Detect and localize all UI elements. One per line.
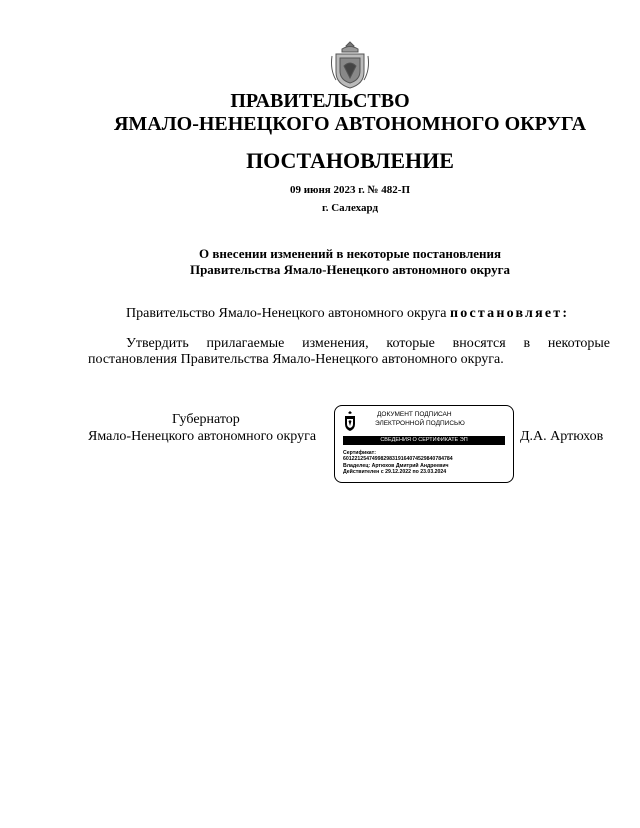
government-title-line1: ПРАВИТЕЛЬСТВО — [230, 90, 410, 112]
stamp-heading-line1: ДОКУМЕНТ ПОДПИСАН — [377, 411, 452, 418]
body-paragraph-2: Утвердить прилагаемые изменения, которые вносятся в некоторые постановления Правительства Ямало-Ненецкого автономного округа. — [88, 336, 610, 367]
para1-text: Правительство Ямало-Ненецкого автономного округа — [126, 306, 451, 321]
date-number: 09 июня 2023 г. № 482-П — [289, 184, 411, 196]
city: г. Салехард — [321, 202, 379, 214]
stamp-cert-label: Сертификат: — [343, 450, 376, 456]
stamp-certificate-bar: СВЕДЕНИЯ О СЕРТИФИКАТЕ ЭП — [343, 436, 505, 445]
stamp-owner: Владелец: Артюхов Дмитрий Андреевич — [343, 463, 449, 469]
signatory-organization: Ямало-Ненецкого автономного округа — [88, 429, 317, 444]
coat-of-arms-icon — [328, 40, 372, 90]
coat-of-arms-icon — [343, 410, 357, 432]
stamp-validity: Действителен с 29.12.2022 по 23.03.2024 — [343, 469, 447, 475]
stamp-cert-number: 60122125474998298319164074529840784784 — [343, 456, 453, 462]
signatory-title: Губернатор — [172, 412, 240, 427]
government-title-line2: ЯМАЛО-НЕНЕЦКОГО АВТОНОМНОГО ОКРУГА — [113, 113, 587, 135]
electronic-signature-stamp — [334, 405, 514, 483]
document-type: ПОСТАНОВЛЕНИЕ — [246, 148, 454, 173]
stamp-heading-line2: ЭЛЕКТРОННОЙ ПОДПИСЬЮ — [375, 420, 465, 427]
decree-verb: постановляет: — [450, 306, 570, 321]
subject-line2: Правительства Ямало-Ненецкого автономного округа — [189, 262, 511, 277]
body-paragraph-1 — [126, 306, 569, 322]
subject-line1: О внесении изменений в некоторые постановления — [198, 246, 502, 261]
signatory-name: Д.А. Артюхов — [520, 429, 604, 444]
